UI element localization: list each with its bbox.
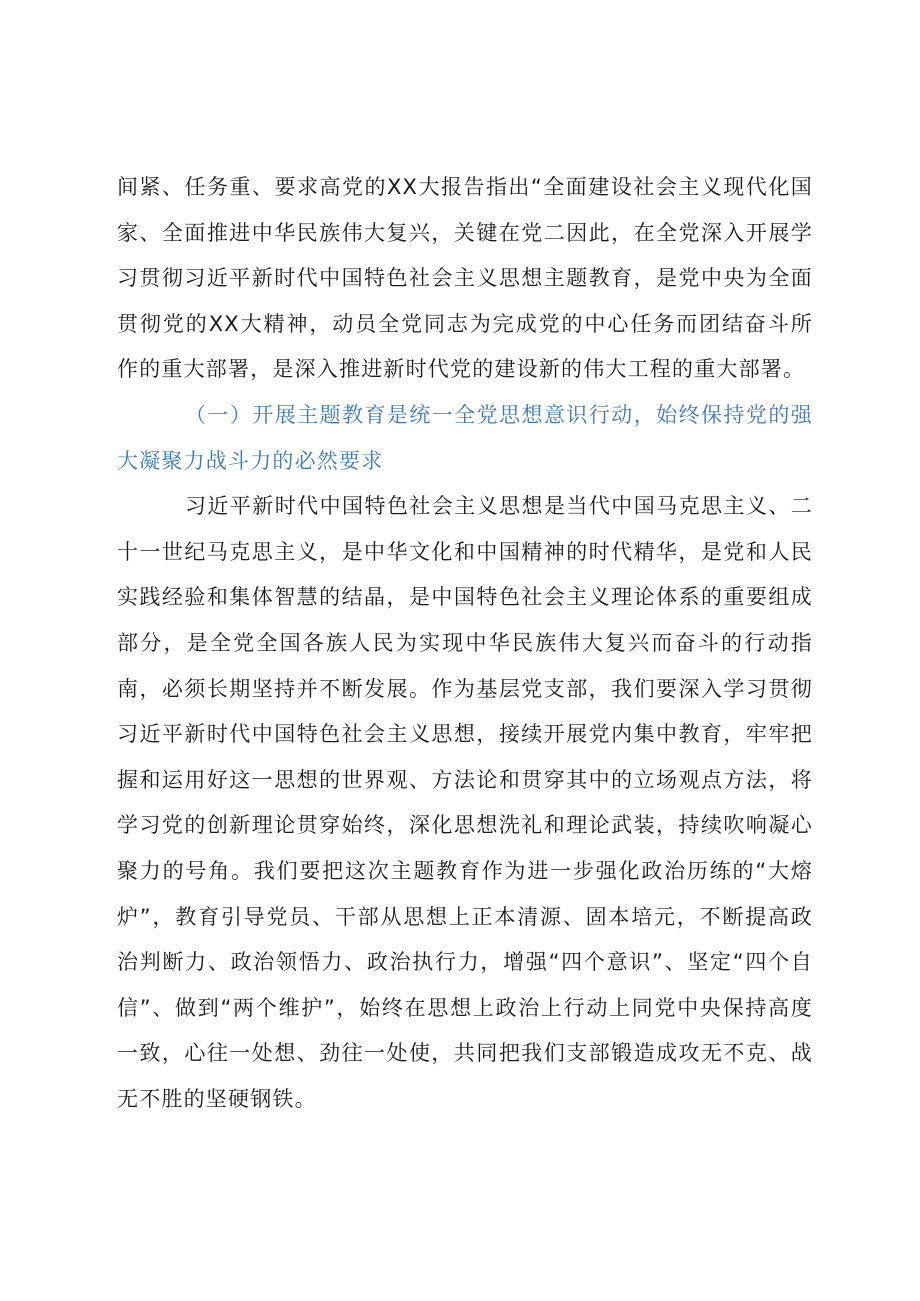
section-heading: （一）开展主题教育是统一全党思想意识行动，始终保持党的强大凝聚力战斗力的必然要求 xyxy=(117,402,813,473)
document-body xyxy=(117,165,813,1122)
paragraph-body: 习近平新时代中国特色社会主义思想是当代中国马克思主义、二十一世纪马克思主义，是中华文化和中国精神的时代精华，是党和人民实践经验和集体智慧的结晶，是中国特色社会主义理论体系的重要组成部分，是全党全国各族人民为实现中华民族伟大复兴而奋斗的行动指南，必须长期坚持并不断发展。作为基层党支部，我们要深入学习贯彻习近平新时代中国特色社会主义思想，接续开展党内集中教育，牢牢把握和运用好这一思想的世界观、方法论和贯穿其中的立场观点方法，将学习党的创新理论贯穿始终，深化思想洗礼和理论武装，持续吹响凝心聚力的号角。我们要把这次主题教育作为进一步强化政治历练的“大熔炉”，教育引导党员、干部从思想上正本清源、固本培元，不断提高政治判断力、政治领悟力、政治执行力，增强“四个意识”、坚定“四个自信”、做到“两个维护”，始终在思想上政治上行动上同党中央保持高度一致，心往一处想、劲往一处使，共同把我们支部锻造成攻无不克、战无不胜的坚硬钢铁。 xyxy=(117,494,813,1111)
paragraph-intro: 间紧、任务重、要求高党的XX大报告指出“全面建设社会主义现代化国家、全面推进中华民族伟大复兴，关键在党二因此，在全党深入开展学习贯彻习近平新时代中国特色社会主义思想主题教育，是党中央为全面贯彻党的XX大精神，动员全党同志为完成党的中心任务而团结奋斗所作的重大部署，是深入推进新时代党的建设新的伟大工程的重大部署。 xyxy=(117,175,813,382)
